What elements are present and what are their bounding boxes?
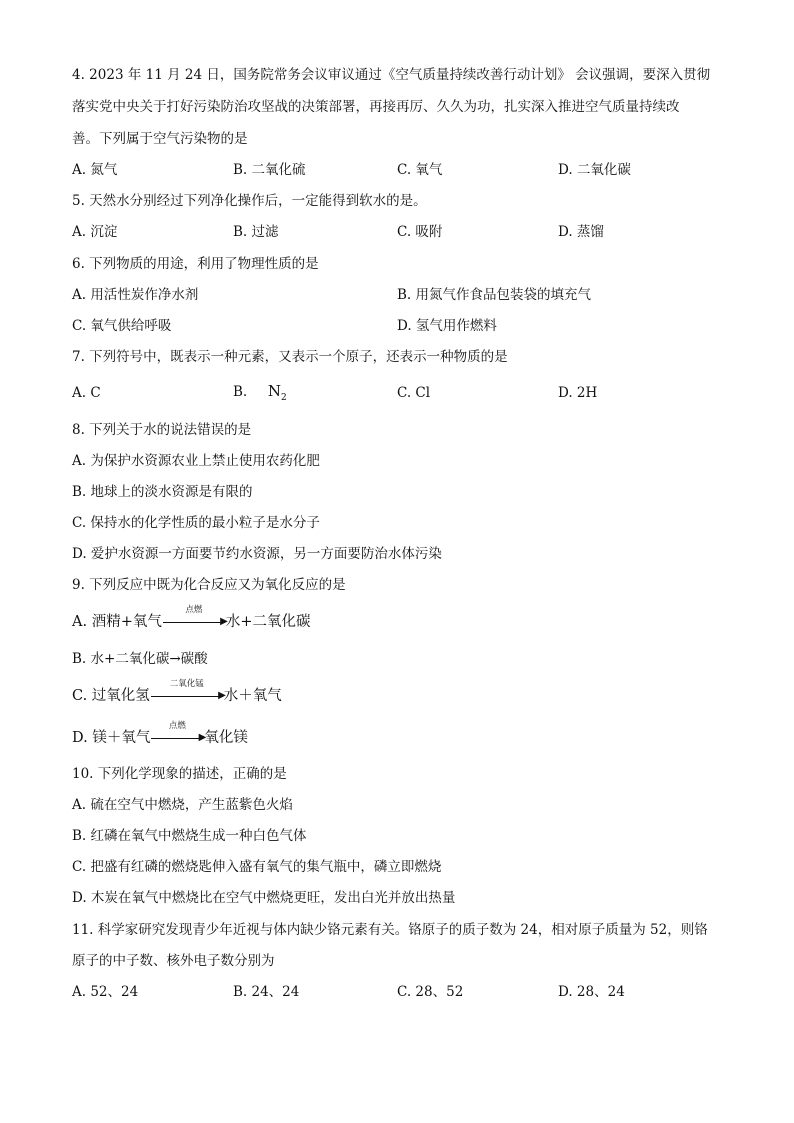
q11-option-b: B. 24、24: [233, 984, 300, 1000]
q9-d-condition: 点燃: [168, 721, 186, 731]
q7-option-c: C. Cl: [397, 385, 431, 401]
q8-option-b: B. 地球上的淡水资源是有限的: [72, 484, 253, 500]
q7-option-b-label: B.: [233, 384, 248, 400]
q9-a-reactants: A. 酒精+氧气: [72, 614, 162, 630]
q9-stem: 9. 下列反应中既为化合反应又为氧化反应的是: [72, 577, 346, 593]
q9-c-arrow: $\frac{\text{二氧化锰}}{▶}$: [151, 686, 223, 704]
q9-option-c: [72, 679, 282, 705]
q5-stem: 5. 天然水分别经过下列净化操作后，一定能得到软水的是。: [72, 193, 427, 209]
q11-stem-line-2: 原子的中子数、核外电子数分别为: [72, 953, 275, 969]
q4-option-a: A. 氮气: [72, 162, 118, 178]
q10-stem: 10. 下列化学现象的描述，正确的是: [72, 766, 287, 782]
q9-a-products: 水+二氧化碳: [225, 614, 311, 630]
q9-option-a: [72, 605, 311, 631]
q6-option-d: D. 氢气用作燃料: [397, 318, 497, 334]
q6-stem: 6. 下列物质的用途，利用了物理性质的是: [72, 256, 319, 272]
q9-a-arrow: $\frac{\text{点燃}}{▶}$: [163, 612, 225, 630]
q11-option-c: C. 28、52: [397, 984, 464, 1000]
q4-stem-line-3: 善。下列属于空气污染物的是: [72, 131, 248, 147]
q5-option-a: A. 沉淀: [72, 224, 118, 240]
q7-option-b-formula: N: [267, 382, 281, 400]
q8-stem: 8. 下列关于水的说法错误的是: [72, 422, 252, 438]
q4-option-d: D. 二氧化碳: [558, 162, 631, 178]
q8-option-d: D. 爱护水资源一方面要节约水资源，另一方面要防治水体污染: [72, 546, 442, 562]
q9-option-d: [72, 721, 248, 747]
q7-stem: 7. 下列符号中，既表示一种元素，又表示一个原子，还表示一种物质的是: [72, 349, 508, 365]
q5-option-c: C. 吸附: [397, 224, 443, 240]
q5-option-d: D. 蒸馏: [558, 224, 604, 240]
q9-d-products: 氧化镁: [204, 730, 248, 746]
q8-option-c: C. 保持水的化学性质的最小粒子是水分子: [72, 515, 320, 531]
q7-option-b: [233, 382, 287, 407]
q11-option-a: A. 52、24: [72, 984, 139, 1000]
q9-c-condition: 二氧化锰: [169, 679, 204, 689]
q9-d-reactants: D. 镁＋氧气: [72, 730, 151, 746]
q7-option-d: D. 2H: [558, 385, 598, 401]
q4-option-b: B. 二氧化硫: [233, 162, 306, 178]
q6-option-c: C. 氧气供给呼吸: [72, 318, 172, 334]
q10-option-c: C. 把盛有红磷的燃烧匙伸入盛有氧气的集气瓶中，磷立即燃烧: [72, 859, 442, 875]
q6-option-a: A. 用活性炭作净水剂: [72, 287, 199, 303]
q9-c-products: 水＋氧气: [223, 688, 282, 704]
q6-option-b: B. 用氮气作食品包装袋的填充气: [397, 287, 592, 303]
q4-option-c: C. 氧气: [397, 162, 443, 178]
q11-stem-line-1: 11. 科学家研究发现青少年近视与体内缺少铬元素有关。铬原子的质子数为 24，相对原子质量为 52，则铬: [72, 922, 708, 938]
q8-option-a: A. 为保护水资源农业上禁止使用农药化肥: [72, 453, 320, 469]
q10-option-d: D. 木炭在氧气中燃烧比在空气中燃烧更旺，发出白光并放出热量: [72, 890, 456, 906]
q10-option-a: A. 硫在空气中燃烧，产生蓝紫色火焰: [72, 797, 293, 813]
q5-option-b: B. 过滤: [233, 224, 279, 240]
q9-d-arrow: $\frac{\text{点燃}}{▶}$: [151, 728, 203, 746]
q7-option-a: A. C: [72, 385, 101, 401]
q7-option-b-subscript: 2: [280, 393, 287, 403]
q9-a-condition: 点燃: [185, 605, 203, 615]
q10-option-b: B. 红磷在氧气中燃烧生成一种白色气体: [72, 828, 307, 844]
q11-option-d: D. 28、24: [558, 984, 625, 1000]
q4-stem-line-1: 4. 2023 年 11 月 24 日，国务院常务会议审议通过《空气质量持续改善行动计划》 会议强调，要深入贯彻: [72, 67, 711, 83]
q4-stem-line-2: 落实党中央关于打好污染防治攻坚战的决策部署，再接再厉、久久为功，扎实深入推进空气质量持续改: [72, 99, 680, 115]
q9-option-b: B. 水+二氧化碳→碳酸: [72, 651, 208, 667]
q9-c-reactants: C. 过氧化氢: [72, 688, 150, 704]
